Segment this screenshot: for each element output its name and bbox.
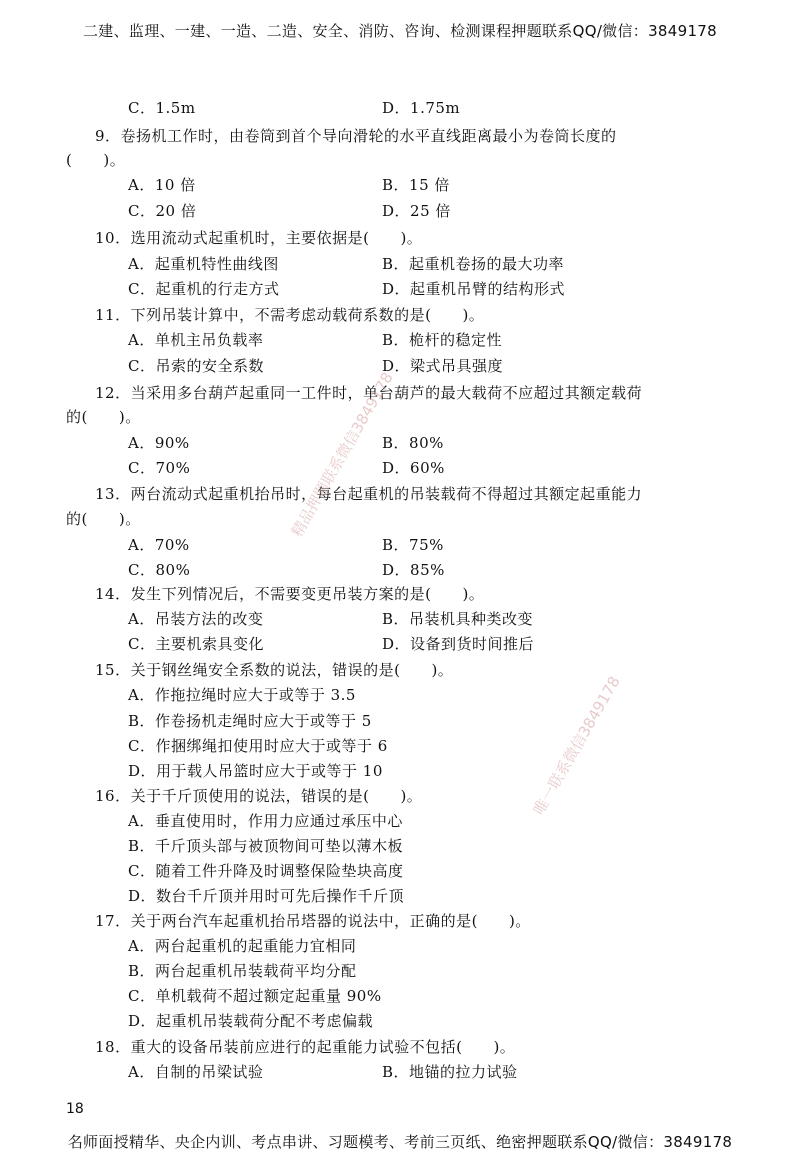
page-header: 二建、监理、一建、一造、二造、安全、消防、咨询、检测课程押题联系QQ/微信：3849178 (83, 22, 717, 40)
option-a: A．垂直使用时，作用力应通过承压中心 (128, 812, 403, 830)
option-b: B．15 倍 (382, 176, 450, 194)
question-12-stem: 12．当采用多台葫芦起重同一工件时，单台葫芦的最大载荷不应超过其额定载荷 (95, 384, 643, 402)
option-a: A．90% (128, 434, 190, 452)
option-d: D．起重机吊臂的结构形式 (382, 280, 566, 298)
option-d: D．用于载人吊篮时应大于或等于 10 (128, 762, 383, 780)
option-b: B．起重机卷扬的最大功率 (382, 255, 565, 273)
page-number: 18 (66, 1101, 84, 1117)
page-footer: 名师面授精华、央企内训、考点串讲、习题模考、考前三页纸、绝密押题联系QQ/微信：3849178 (67, 1133, 733, 1151)
option-d: D．25 倍 (382, 202, 451, 220)
question-13-stem: 13．两台流动式起重机抬吊时，每台起重机的吊装载荷不得超过其额定起重能力 (95, 485, 643, 503)
option-a: A．起重机特性曲线图 (128, 255, 279, 273)
option-b: B．75% (382, 536, 444, 554)
option-a: A．70% (128, 536, 190, 554)
option-a: A．作拖拉绳时应大于或等于 3.5 (128, 686, 356, 704)
option-c: C．80% (128, 561, 191, 579)
option-b: B．地锚的拉力试验 (382, 1063, 518, 1081)
question-11-stem: 11．下列吊装计算中，不需考虑动载荷系数的是( )。 (95, 306, 485, 324)
option-c: C．随着工件升降及时调整保险垫块高度 (128, 862, 404, 880)
question-9-stem-cont: ( )。 (66, 151, 126, 169)
option-c: C．单机载荷不超过额定起重量 90% (128, 987, 382, 1005)
question-9-stem: 9．卷扬机工作时，由卷筒到首个导向滑轮的水平直线距离最小为卷筒长度的 (95, 127, 617, 145)
option-c: C．主要机索具变化 (128, 635, 264, 653)
option-b: B．80% (382, 434, 444, 452)
option-d: D．数台千斤顶并用时可先后操作千斤顶 (128, 887, 405, 905)
option-c: C．起重机的行走方式 (128, 280, 280, 298)
question-16-stem: 16．关于千斤顶使用的说法，错误的是( )。 (95, 787, 423, 805)
option-a: A．自制的吊梁试验 (128, 1063, 264, 1081)
question-14-stem: 14．发生下列情况后，不需要变更吊装方案的是( )。 (95, 585, 485, 603)
option-c: C．吊索的安全系数 (128, 357, 264, 375)
watermark: 精品押题联系微信3849178 (287, 369, 397, 540)
question-10-stem: 10．选用流动式起重机时，主要依据是( )。 (95, 229, 423, 247)
question-13-stem-cont: 的( )。 (66, 510, 141, 528)
option-b: B．桅杆的稳定性 (382, 331, 503, 349)
option-c: C．70% (128, 459, 191, 477)
option-a: A．单机主吊负载率 (128, 331, 264, 349)
option-a: A．两台起重机的起重能力宜相同 (128, 937, 357, 955)
option-b: B．作卷扬机走绳时应大于或等于 5 (128, 712, 372, 730)
option-c: C．作捆绑绳扣使用时应大于或等于 6 (128, 737, 388, 755)
option-a: A．吊装方法的改变 (128, 610, 264, 628)
option-d: D．设备到货时间推后 (382, 635, 535, 653)
watermark: 唯一联系微信3849178 (529, 673, 624, 818)
question-12-stem-cont: 的( )。 (66, 408, 141, 426)
option-c: C．20 倍 (128, 202, 197, 220)
option-c: C．1.5m (128, 99, 196, 117)
option-b: B．千斤顶头部与被顶物间可垫以薄木板 (128, 837, 404, 855)
option-d: D．60% (382, 459, 445, 477)
question-17-stem: 17．关于两台汽车起重机抬吊塔器的说法中，正确的是( )。 (95, 912, 531, 930)
option-d: D．1.75m (382, 99, 461, 117)
option-d: D．85% (382, 561, 445, 579)
option-d: D．起重机吊装载荷分配不考虑偏载 (128, 1012, 374, 1030)
option-b: B．两台起重机吊装载荷平均分配 (128, 962, 357, 980)
option-d: D．梁式吊具强度 (382, 357, 504, 375)
option-b: B．吊装机具种类改变 (382, 610, 534, 628)
option-a: A．10 倍 (128, 176, 196, 194)
question-15-stem: 15．关于钢丝绳安全系数的说法，错误的是( )。 (95, 661, 454, 679)
question-18-stem: 18．重大的设备吊装前应进行的起重能力试验不包括( )。 (95, 1038, 516, 1056)
